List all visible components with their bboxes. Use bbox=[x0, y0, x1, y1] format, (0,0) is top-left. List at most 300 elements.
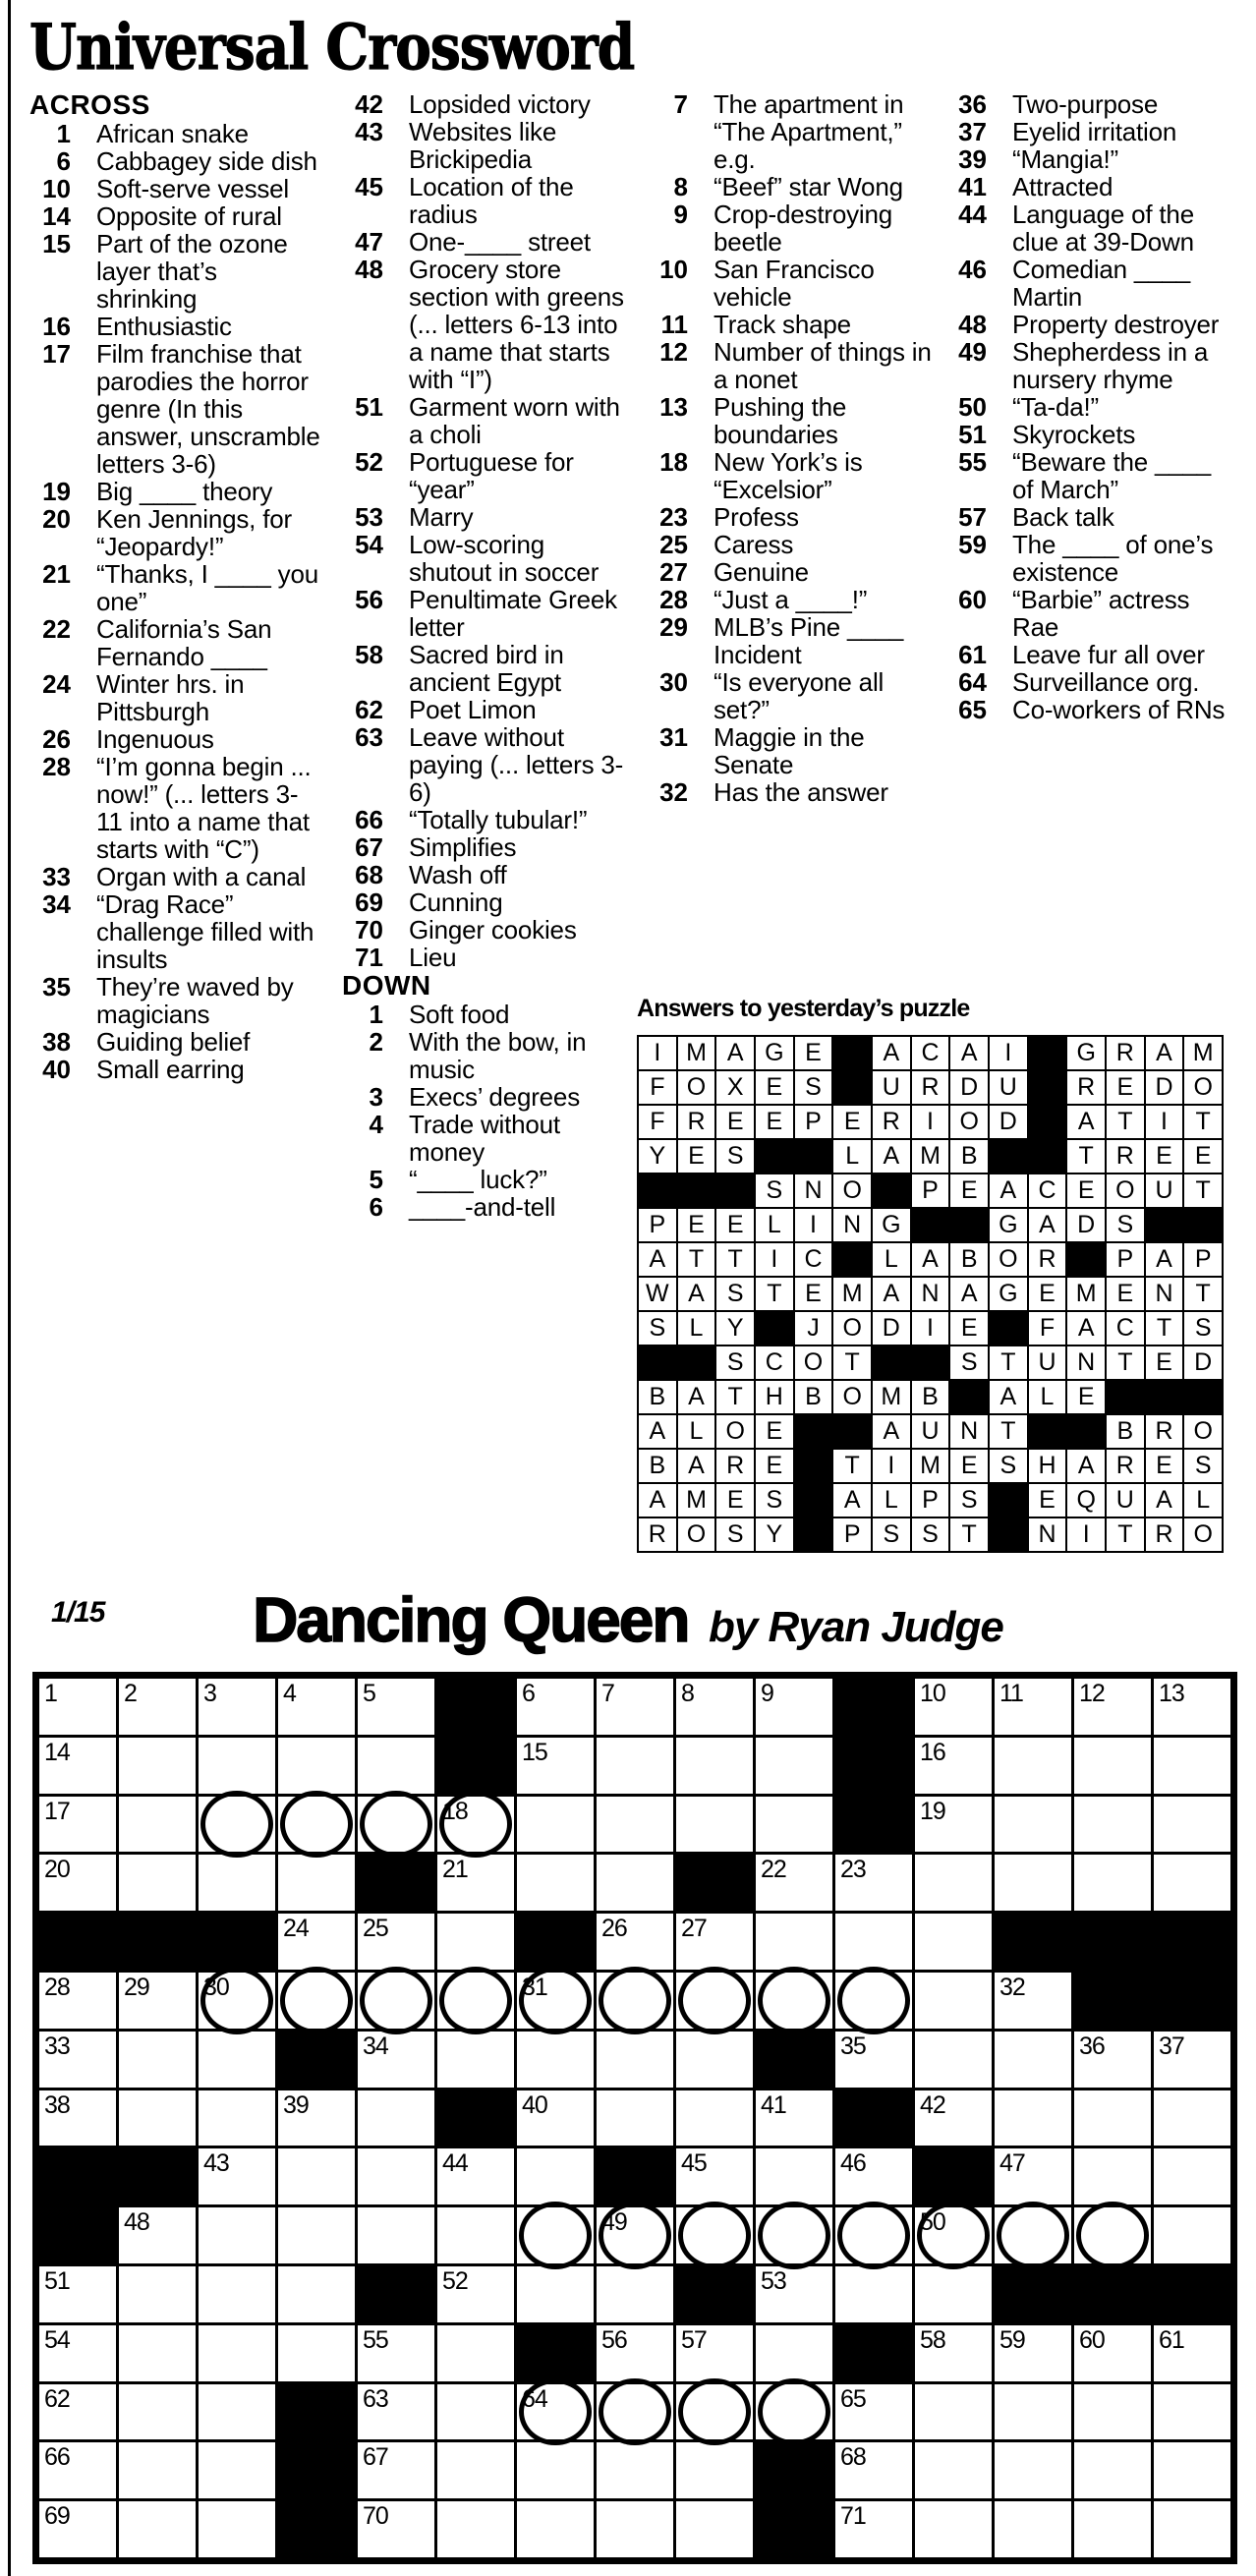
answer-cell: L bbox=[833, 1140, 871, 1173]
puzzle-cell[interactable] bbox=[39, 2325, 116, 2381]
circle-marker bbox=[758, 2378, 830, 2446]
clue-item-56 bbox=[342, 586, 633, 641]
answer-cell: M bbox=[1067, 1278, 1105, 1310]
puzzle-cell[interactable] bbox=[995, 2384, 1071, 2440]
puzzle-cell[interactable] bbox=[835, 1973, 912, 2029]
puzzle-cell[interactable] bbox=[119, 2384, 196, 2440]
clue-text: Shepherdess in a nursery rhyme bbox=[1012, 337, 1209, 394]
puzzle-cell[interactable] bbox=[995, 1797, 1071, 1853]
puzzle-cell[interactable] bbox=[995, 2325, 1071, 2381]
puzzle-cell[interactable] bbox=[676, 2090, 753, 2147]
puzzle-cell[interactable] bbox=[358, 1679, 434, 1735]
answer-cell: A bbox=[639, 1243, 676, 1276]
puzzle-cell[interactable] bbox=[995, 2442, 1071, 2498]
puzzle-cell[interactable] bbox=[517, 1855, 594, 1911]
puzzle-cell[interactable] bbox=[437, 1797, 514, 1853]
circle-marker bbox=[360, 1967, 432, 2034]
puzzle-cell[interactable] bbox=[597, 2501, 673, 2557]
answer-cell: R bbox=[912, 1071, 949, 1104]
cell-number: 8 bbox=[681, 1680, 694, 1707]
puzzle-cell[interactable] bbox=[1154, 2501, 1230, 2557]
answer-cell: O bbox=[678, 1071, 715, 1104]
puzzle-cell[interactable] bbox=[358, 1914, 434, 1970]
answer-cell: P bbox=[639, 1209, 676, 1241]
clue-text: “Beef” star Wong bbox=[714, 172, 903, 201]
puzzle-cell[interactable] bbox=[517, 2207, 594, 2263]
puzzle-cell[interactable] bbox=[676, 1738, 753, 1794]
circle-marker bbox=[1076, 2202, 1149, 2269]
answer-cell-black bbox=[912, 1346, 949, 1379]
puzzle-cell[interactable] bbox=[358, 2207, 434, 2263]
puzzle-cell[interactable] bbox=[199, 2266, 275, 2322]
answer-cell-black bbox=[795, 1415, 832, 1448]
clue-number: 24 bbox=[42, 669, 71, 699]
clue-text: Track shape bbox=[714, 310, 851, 339]
puzzle-cell[interactable] bbox=[1074, 1855, 1151, 1911]
puzzle-cell[interactable] bbox=[915, 1973, 992, 2029]
puzzle-cell[interactable] bbox=[39, 1855, 116, 1911]
answer-cell: R bbox=[639, 1518, 676, 1551]
puzzle-cell[interactable] bbox=[199, 1855, 275, 1911]
puzzle-cell[interactable] bbox=[358, 2090, 434, 2147]
clue-text: Genuine bbox=[714, 557, 809, 587]
puzzle-cell[interactable] bbox=[119, 1679, 196, 1735]
answers-caption: Answers to yesterday’s puzzle bbox=[637, 995, 970, 1022]
puzzle-cell[interactable] bbox=[1074, 2090, 1151, 2147]
puzzle-cell[interactable] bbox=[517, 1973, 594, 2029]
puzzle-cell[interactable] bbox=[278, 1797, 355, 1853]
puzzle-cell[interactable] bbox=[1154, 1679, 1230, 1735]
answer-cell: S bbox=[950, 1346, 988, 1379]
puzzle-cell[interactable] bbox=[437, 2148, 514, 2204]
puzzle-cell[interactable] bbox=[1154, 2325, 1230, 2381]
puzzle-cell[interactable] bbox=[756, 1914, 832, 1970]
puzzle-cell[interactable] bbox=[676, 2325, 753, 2381]
puzzle-cell[interactable] bbox=[995, 1738, 1071, 1794]
puzzle-cell[interactable] bbox=[676, 1914, 753, 1970]
puzzle-cell[interactable] bbox=[995, 2090, 1071, 2147]
puzzle-cell[interactable] bbox=[119, 2090, 196, 2147]
puzzle-title: Dancing Queen bbox=[253, 1584, 689, 1655]
puzzle-cell[interactable] bbox=[995, 1855, 1071, 1911]
clue-item-3 bbox=[342, 1083, 633, 1111]
cell-number: 11 bbox=[999, 1680, 1023, 1707]
answer-cell: T bbox=[716, 1243, 754, 1276]
puzzle-cell[interactable] bbox=[1154, 2090, 1230, 2147]
puzzle-cell[interactable] bbox=[915, 1797, 992, 1853]
puzzle-cell[interactable] bbox=[278, 2148, 355, 2204]
puzzle-cell[interactable] bbox=[199, 1679, 275, 1735]
puzzle-cell[interactable] bbox=[517, 2148, 594, 2204]
answer-cell-black bbox=[1029, 1037, 1066, 1069]
circle-marker bbox=[758, 1967, 830, 2034]
puzzle-cell[interactable] bbox=[915, 2032, 992, 2088]
puzzle-cell[interactable] bbox=[756, 1797, 832, 1853]
clue-number: 20 bbox=[42, 504, 71, 534]
puzzle-cell[interactable] bbox=[39, 2442, 116, 2498]
cell-number: 42 bbox=[920, 2090, 945, 2119]
puzzle-grid[interactable] bbox=[32, 1672, 1237, 2564]
puzzle-cell[interactable] bbox=[915, 2325, 992, 2381]
puzzle-cell[interactable] bbox=[1074, 2325, 1151, 2381]
answer-cell: S bbox=[756, 1174, 793, 1207]
puzzle-cell[interactable] bbox=[756, 2148, 832, 2204]
clue-item-6 bbox=[342, 1193, 633, 1221]
puzzle-cell[interactable] bbox=[119, 1973, 196, 2029]
puzzle-cell[interactable] bbox=[597, 2384, 673, 2440]
puzzle-cell[interactable] bbox=[756, 2325, 832, 2381]
puzzle-cell[interactable] bbox=[39, 2384, 116, 2440]
puzzle-cell[interactable] bbox=[597, 2207, 673, 2263]
circle-marker bbox=[678, 2378, 751, 2446]
puzzle-cell[interactable] bbox=[39, 1679, 116, 1735]
answer-cell: U bbox=[1146, 1174, 1183, 1207]
puzzle-cell-black bbox=[835, 2325, 912, 2381]
answer-cell: R bbox=[1067, 1071, 1105, 1104]
puzzle-cell[interactable] bbox=[676, 1797, 753, 1853]
answer-cell: S bbox=[716, 1140, 754, 1173]
puzzle-cell[interactable] bbox=[995, 2032, 1071, 2088]
clue-item-33 bbox=[29, 863, 320, 890]
answer-cell: E bbox=[1146, 1140, 1183, 1173]
puzzle-cell[interactable] bbox=[915, 1738, 992, 1794]
puzzle-cell[interactable] bbox=[1074, 2501, 1151, 2557]
puzzle-cell[interactable] bbox=[437, 2442, 514, 2498]
puzzle-cell[interactable] bbox=[437, 2266, 514, 2322]
puzzle-cell[interactable] bbox=[517, 2090, 594, 2147]
puzzle-cell[interactable] bbox=[1074, 2442, 1151, 2498]
puzzle-cell[interactable] bbox=[835, 2266, 912, 2322]
answer-cell: I bbox=[756, 1243, 793, 1276]
clue-item-6 bbox=[29, 147, 320, 175]
puzzle-cell[interactable] bbox=[1154, 2207, 1230, 2263]
puzzle-cell[interactable] bbox=[119, 2501, 196, 2557]
puzzle-cell[interactable] bbox=[437, 1973, 514, 2029]
puzzle-cell[interactable] bbox=[1154, 2442, 1230, 2498]
puzzle-cell[interactable] bbox=[358, 2032, 434, 2088]
answer-cell: A bbox=[716, 1037, 754, 1069]
clue-text: Leave fur all over bbox=[1012, 640, 1205, 669]
answer-cell: E bbox=[795, 1037, 832, 1069]
puzzle-cell[interactable] bbox=[676, 2384, 753, 2440]
clue-text: One-____ street bbox=[409, 227, 591, 257]
answer-cell: A bbox=[678, 1278, 715, 1310]
answer-cell: P bbox=[795, 1106, 832, 1138]
puzzle-cell-black bbox=[835, 1738, 912, 1794]
puzzle-cell[interactable] bbox=[517, 2266, 594, 2322]
puzzle-cell[interactable] bbox=[756, 1973, 832, 2029]
puzzle-cell[interactable] bbox=[915, 2266, 992, 2322]
puzzle-cell[interactable] bbox=[119, 2266, 196, 2322]
puzzle-cell[interactable] bbox=[39, 2501, 116, 2557]
puzzle-cell[interactable] bbox=[1074, 2148, 1151, 2204]
puzzle-cell[interactable] bbox=[915, 1855, 992, 1911]
puzzle-cell[interactable] bbox=[199, 1973, 275, 2029]
puzzle-cell[interactable] bbox=[676, 2032, 753, 2088]
puzzle-cell-black bbox=[278, 2032, 355, 2088]
clue-number: 38 bbox=[42, 1027, 71, 1057]
clue-item-55 bbox=[945, 448, 1236, 503]
puzzle-cell[interactable] bbox=[597, 1855, 673, 1911]
puzzle-cell[interactable] bbox=[517, 2442, 594, 2498]
puzzle-cell[interactable] bbox=[835, 2442, 912, 2498]
puzzle-cell[interactable] bbox=[199, 2501, 275, 2557]
puzzle-cell[interactable] bbox=[278, 2325, 355, 2381]
puzzle-cell[interactable] bbox=[119, 2032, 196, 2088]
clue-number: 34 bbox=[42, 889, 71, 919]
clue-column-1 bbox=[29, 90, 320, 1083]
puzzle-cell[interactable] bbox=[517, 2384, 594, 2440]
puzzle-cell[interactable] bbox=[358, 1797, 434, 1853]
clue-text: Attracted bbox=[1012, 172, 1113, 201]
puzzle-cell[interactable] bbox=[915, 2384, 992, 2440]
puzzle-cell[interactable] bbox=[995, 1973, 1071, 2029]
answer-cell: B bbox=[1107, 1415, 1144, 1448]
puzzle-cell[interactable] bbox=[676, 2442, 753, 2498]
puzzle-cell[interactable] bbox=[517, 2501, 594, 2557]
clue-text: “Thanks, I ____ you one” bbox=[96, 559, 318, 616]
puzzle-cell[interactable] bbox=[358, 2384, 434, 2440]
clue-column-3 bbox=[647, 90, 938, 806]
puzzle-cell-black bbox=[199, 1914, 275, 1970]
puzzle-cell[interactable] bbox=[915, 2501, 992, 2557]
puzzle-cell[interactable] bbox=[1154, 2032, 1230, 2088]
puzzle-cell[interactable] bbox=[835, 2148, 912, 2204]
puzzle-cell[interactable] bbox=[199, 2442, 275, 2498]
puzzle-cell[interactable] bbox=[199, 2207, 275, 2263]
clue-text: Marry bbox=[409, 502, 474, 532]
puzzle-cell[interactable] bbox=[517, 1679, 594, 1735]
cell-number: 64 bbox=[522, 2384, 547, 2413]
puzzle-cell[interactable] bbox=[835, 2384, 912, 2440]
answer-cell-black bbox=[950, 1209, 988, 1241]
puzzle-cell[interactable] bbox=[119, 2442, 196, 2498]
puzzle-cell[interactable] bbox=[756, 2207, 832, 2263]
answer-cell-black bbox=[1146, 1209, 1183, 1241]
puzzle-cell-black bbox=[517, 1914, 594, 1970]
puzzle-cell[interactable] bbox=[119, 2207, 196, 2263]
answer-cell: A bbox=[678, 1381, 715, 1413]
puzzle-cell[interactable] bbox=[1074, 2384, 1151, 2440]
puzzle-cell[interactable] bbox=[915, 1679, 992, 1735]
puzzle-cell[interactable] bbox=[1074, 2032, 1151, 2088]
answer-cell: G bbox=[990, 1278, 1027, 1310]
puzzle-cell[interactable] bbox=[1074, 1679, 1151, 1735]
puzzle-cell[interactable] bbox=[39, 2266, 116, 2322]
puzzle-cell[interactable] bbox=[437, 1914, 514, 1970]
puzzle-cell[interactable] bbox=[915, 2442, 992, 2498]
puzzle-cell[interactable] bbox=[1074, 1738, 1151, 1794]
clue-text: Soft-serve vessel bbox=[96, 174, 290, 203]
answer-cell: T bbox=[950, 1518, 988, 1551]
puzzle-cell[interactable] bbox=[915, 2090, 992, 2147]
answer-cell-black bbox=[1146, 1381, 1183, 1413]
puzzle-cell[interactable] bbox=[756, 2384, 832, 2440]
puzzle-cell[interactable] bbox=[1074, 2207, 1151, 2263]
answer-cell: M bbox=[873, 1381, 910, 1413]
puzzle-cell[interactable] bbox=[199, 2032, 275, 2088]
answer-cell: L bbox=[678, 1312, 715, 1345]
puzzle-cell[interactable] bbox=[597, 1914, 673, 1970]
answer-cell-black bbox=[990, 1312, 1027, 1345]
answer-cell: A bbox=[1029, 1209, 1066, 1241]
answer-cell: O bbox=[716, 1415, 754, 1448]
puzzle-cell[interactable] bbox=[437, 2325, 514, 2381]
puzzle-cell[interactable] bbox=[597, 2090, 673, 2147]
cell-number: 7 bbox=[601, 1680, 614, 1707]
puzzle-cell[interactable] bbox=[278, 1855, 355, 1911]
puzzle-cell[interactable] bbox=[119, 1797, 196, 1853]
clue-number: 51 bbox=[355, 392, 383, 422]
answer-cell: G bbox=[873, 1209, 910, 1241]
puzzle-cell[interactable] bbox=[676, 2148, 753, 2204]
clue-number: 13 bbox=[659, 392, 688, 422]
puzzle-cell[interactable] bbox=[199, 2384, 275, 2440]
puzzle-cell[interactable] bbox=[39, 1738, 116, 1794]
puzzle-cell[interactable] bbox=[199, 2090, 275, 2147]
puzzle-cell[interactable] bbox=[437, 2384, 514, 2440]
puzzle-cell[interactable] bbox=[199, 1738, 275, 1794]
puzzle-cell[interactable] bbox=[835, 2207, 912, 2263]
clue-text: “Totally tubular!” bbox=[409, 805, 588, 834]
clue-item-16 bbox=[29, 313, 320, 340]
puzzle-cell[interactable] bbox=[199, 2148, 275, 2204]
answer-cell: A bbox=[873, 1140, 910, 1173]
puzzle-cell[interactable] bbox=[915, 1914, 992, 1970]
clue-number: 63 bbox=[355, 722, 383, 752]
puzzle-cell[interactable] bbox=[1154, 2148, 1230, 2204]
puzzle-cell-black bbox=[995, 1914, 1071, 1970]
puzzle-cell[interactable] bbox=[437, 2207, 514, 2263]
puzzle-cell[interactable] bbox=[39, 2090, 116, 2147]
clue-number: 7 bbox=[673, 89, 688, 119]
puzzle-cell-black bbox=[676, 2266, 753, 2322]
puzzle-cell[interactable] bbox=[835, 1855, 912, 1911]
answer-cell: A bbox=[1146, 1243, 1183, 1276]
answer-cell: T bbox=[833, 1346, 871, 1379]
clue-item-21 bbox=[29, 560, 320, 615]
puzzle-cell[interactable] bbox=[517, 1797, 594, 1853]
puzzle-cell[interactable] bbox=[597, 1738, 673, 1794]
clue-number: 33 bbox=[42, 862, 71, 891]
puzzle-cell[interactable] bbox=[199, 2325, 275, 2381]
clue-item-41 bbox=[945, 173, 1236, 200]
puzzle-cell[interactable] bbox=[597, 1973, 673, 2029]
puzzle-cell[interactable] bbox=[278, 2207, 355, 2263]
puzzle-cell[interactable] bbox=[358, 2501, 434, 2557]
answer-cell: T bbox=[1184, 1278, 1222, 1310]
puzzle-cell[interactable] bbox=[597, 2325, 673, 2381]
puzzle-cell[interactable] bbox=[1154, 1855, 1230, 1911]
puzzle-cell[interactable] bbox=[597, 2032, 673, 2088]
puzzle-cell[interactable] bbox=[39, 2032, 116, 2088]
clue-text: “Mangia!” bbox=[1012, 144, 1119, 174]
puzzle-cell[interactable] bbox=[676, 1973, 753, 2029]
puzzle-cell[interactable] bbox=[1154, 1738, 1230, 1794]
clue-item-18 bbox=[647, 448, 938, 503]
cell-number: 49 bbox=[601, 2208, 627, 2237]
puzzle-cell[interactable] bbox=[278, 1973, 355, 2029]
answer-cell: S bbox=[756, 1484, 793, 1517]
answer-cell: A bbox=[950, 1037, 988, 1069]
clue-item-36 bbox=[945, 90, 1236, 118]
puzzle-cell[interactable] bbox=[995, 2207, 1071, 2263]
puzzle-cell[interactable] bbox=[597, 1679, 673, 1735]
clue-item-14 bbox=[29, 202, 320, 230]
cell-number: 37 bbox=[1159, 2032, 1184, 2060]
puzzle-cell[interactable] bbox=[835, 1914, 912, 1970]
puzzle-cell[interactable] bbox=[278, 1738, 355, 1794]
puzzle-cell[interactable] bbox=[676, 1679, 753, 1735]
clue-item-8 bbox=[647, 173, 938, 200]
answer-cell: E bbox=[1107, 1278, 1144, 1310]
clue-item-5 bbox=[342, 1166, 633, 1193]
answer-cell: O bbox=[833, 1312, 871, 1345]
puzzle-cell[interactable] bbox=[995, 2501, 1071, 2557]
puzzle-cell[interactable] bbox=[517, 2032, 594, 2088]
puzzle-cell[interactable] bbox=[1154, 1797, 1230, 1853]
puzzle-cell[interactable] bbox=[995, 2148, 1071, 2204]
puzzle-cell[interactable] bbox=[995, 1679, 1071, 1735]
puzzle-cell[interactable] bbox=[119, 1855, 196, 1911]
answer-cell-black bbox=[833, 1037, 871, 1069]
puzzle-cell[interactable] bbox=[199, 1797, 275, 1853]
puzzle-cell[interactable] bbox=[119, 1738, 196, 1794]
puzzle-cell[interactable] bbox=[597, 2266, 673, 2322]
puzzle-cell[interactable] bbox=[278, 2266, 355, 2322]
clue-text: Ingenuous bbox=[96, 724, 214, 754]
puzzle-cell[interactable] bbox=[358, 1973, 434, 2029]
clue-text: Property destroyer bbox=[1012, 310, 1220, 339]
puzzle-cell[interactable] bbox=[756, 2090, 832, 2147]
puzzle-cell[interactable] bbox=[756, 1855, 832, 1911]
puzzle-cell[interactable] bbox=[278, 1914, 355, 1970]
puzzle-cell[interactable] bbox=[517, 1738, 594, 1794]
clue-item-34 bbox=[29, 890, 320, 973]
puzzle-cell[interactable] bbox=[278, 1679, 355, 1735]
puzzle-cell[interactable] bbox=[597, 1797, 673, 1853]
puzzle-cell[interactable] bbox=[358, 2325, 434, 2381]
puzzle-cell[interactable] bbox=[835, 2032, 912, 2088]
puzzle-cell[interactable] bbox=[39, 1973, 116, 2029]
puzzle-cell[interactable] bbox=[1074, 1797, 1151, 1853]
puzzle-cell[interactable] bbox=[915, 2207, 992, 2263]
puzzle-cell[interactable] bbox=[358, 2442, 434, 2498]
cell-number: 41 bbox=[761, 2090, 786, 2119]
puzzle-cell[interactable] bbox=[756, 1679, 832, 1735]
cell-number: 39 bbox=[283, 2090, 309, 2119]
puzzle-cell[interactable] bbox=[597, 2442, 673, 2498]
puzzle-cell[interactable] bbox=[756, 1738, 832, 1794]
clue-number: 55 bbox=[958, 447, 987, 477]
puzzle-cell[interactable] bbox=[437, 1855, 514, 1911]
puzzle-cell[interactable] bbox=[358, 2148, 434, 2204]
puzzle-cell[interactable] bbox=[1154, 2384, 1230, 2440]
puzzle-cell[interactable] bbox=[437, 2501, 514, 2557]
answer-cell: T bbox=[678, 1243, 715, 1276]
puzzle-cell[interactable] bbox=[278, 2090, 355, 2147]
puzzle-cell[interactable] bbox=[756, 2266, 832, 2322]
clue-item-70 bbox=[342, 916, 633, 944]
puzzle-cell[interactable] bbox=[676, 2501, 753, 2557]
puzzle-cell[interactable] bbox=[835, 2501, 912, 2557]
puzzle-cell[interactable] bbox=[358, 1738, 434, 1794]
puzzle-cell[interactable] bbox=[119, 2325, 196, 2381]
puzzle-cell[interactable] bbox=[39, 1797, 116, 1853]
puzzle-cell[interactable] bbox=[676, 2207, 753, 2263]
puzzle-cell[interactable] bbox=[437, 2032, 514, 2088]
clue-text: New York’s is “Excelsior” bbox=[714, 447, 863, 504]
